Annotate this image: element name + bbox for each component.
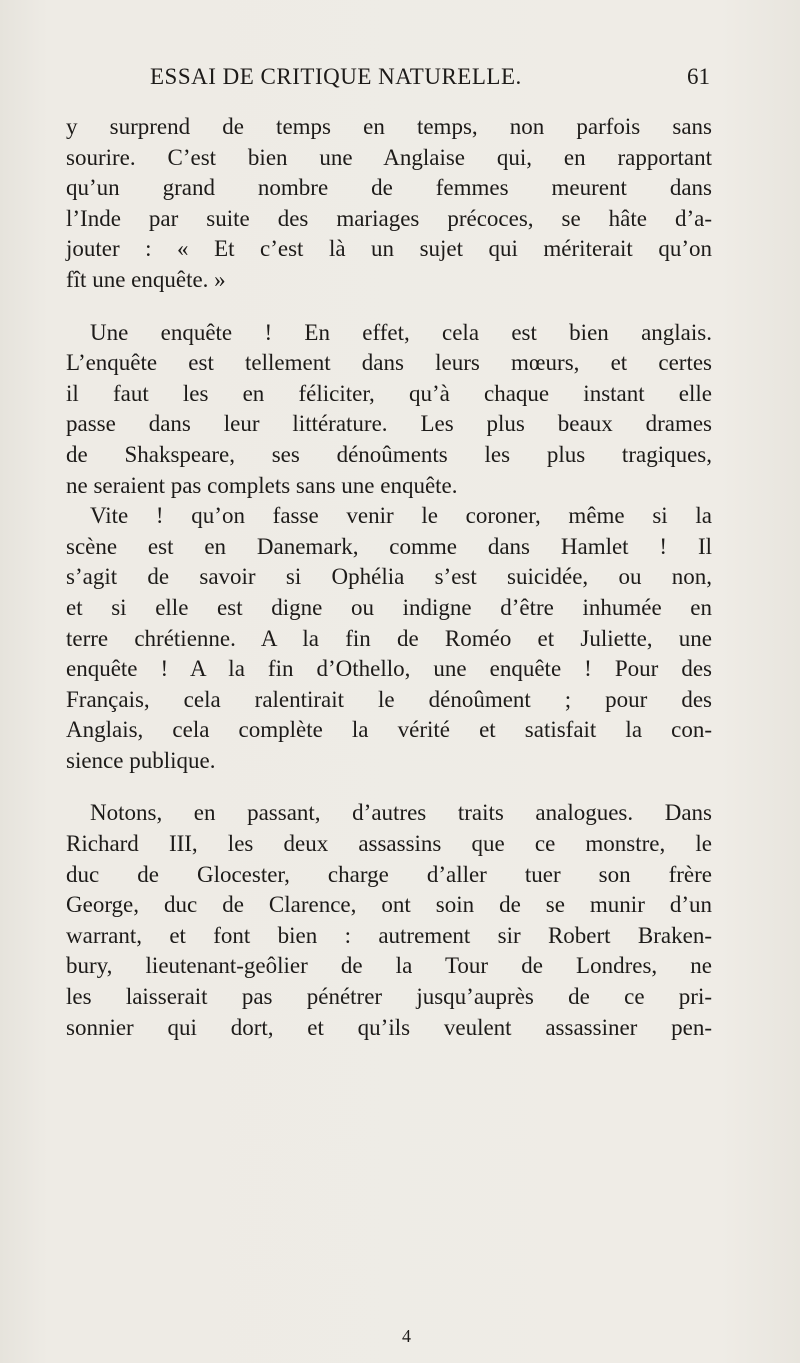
text-line: jouter : « Et c’est là un sujet qui mériterait qu’on [66, 236, 712, 262]
page-header [150, 64, 710, 100]
page-number: 61 [687, 64, 710, 89]
paragraph [66, 318, 712, 777]
text-line: sience publique. [66, 747, 216, 773]
text-line: y surprend de temps en temps, non parfois sans [66, 114, 712, 139]
paragraph [66, 112, 712, 296]
paragraph [66, 798, 712, 1043]
paragraph-gap [66, 296, 712, 318]
signature-mark: 4 [402, 1326, 411, 1346]
text-line: scène est en Danemark, comme dans Hamlet ! Il [66, 533, 712, 559]
text-line: fît une enquête. » [66, 266, 226, 292]
text-line: Français, cela ralentirait le dénoûment ; pour des [66, 686, 712, 712]
text-line: Anglais, cela complète la vérité et satisfait la con- [66, 717, 712, 743]
text-line: passe dans leur littérature. Les plus beaux drames [66, 411, 712, 437]
text-line: Une enquête ! En effet, cela est bien anglais. [90, 319, 712, 345]
text-line: terre chrétienne. A la fin de Roméo et Juliette, une [66, 625, 712, 651]
text-line: enquête ! A la fin d’Othello, une enquête ! Pour des [66, 656, 712, 682]
text-line: Vite ! qu’on fasse venir le coroner, même si la [90, 503, 712, 529]
text-line: qu’un grand nombre de femmes meurent dans [66, 175, 712, 201]
text-line: L’enquête est tellement dans leurs mœurs, et certes [66, 350, 712, 376]
text-line: l’Inde par suite des mariages précoces, se hâte d’a- [66, 205, 712, 231]
text-line: il faut les en féliciter, qu’à chaque instant elle [66, 380, 712, 406]
text-line: de Shakspeare, ses dénoûments les plus tragiques, [66, 441, 712, 467]
text-line: warrant, et font bien : autrement sir Robert Braken- [66, 922, 712, 948]
text-line: s’agit de savoir si Ophélia s’est suicidée, ou non, [66, 564, 712, 590]
text-line: Notons, en passant, d’autres traits analogues. Dans [90, 800, 712, 826]
text-line: sourire. C’est bien une Anglaise qui, en rapportant [66, 144, 712, 170]
running-title: ESSAI DE CRITIQUE NATURELLE. [150, 64, 522, 89]
text-line: et si elle est digne ou indigne d’être inhumée en [66, 594, 712, 620]
text-line: Richard III, les deux assassins que ce monstre, le [66, 831, 712, 857]
paragraph-gap [66, 776, 712, 798]
text-line: ne seraient pas complets sans une enquête. [66, 472, 458, 498]
body-text [66, 112, 712, 1043]
text-line: duc de Glocester, charge d’aller tuer son frère [66, 861, 712, 887]
text-line: George, duc de Clarence, ont soin de se munir d’un [66, 892, 712, 918]
text-line: sonnier qui dort, et qu’ils veulent assassiner pen- [66, 1014, 712, 1040]
text-line: les laisserait pas pénétrer jusqu’auprès de ce pri- [66, 984, 712, 1010]
text-line: bury, lieutenant-geôlier de la Tour de Londres, ne [66, 953, 712, 979]
